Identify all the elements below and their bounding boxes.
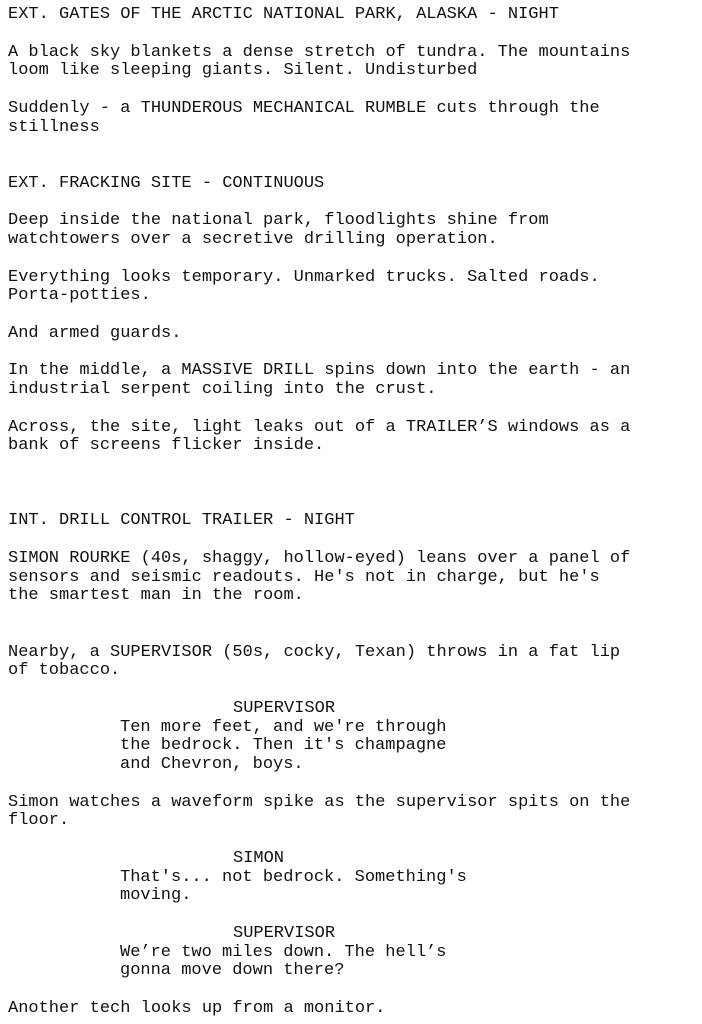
action-line: And armed guards. [8,323,182,343]
dialogue-line: the bedrock. Then it's champagne [120,736,447,756]
action-line: loom like sleeping giants. Silent. Undisturbed [8,61,478,81]
spacer [8,831,698,850]
action-line: floor. [8,811,70,831]
action-line: Deep inside the national park, floodlights shine from [8,211,549,231]
action-line: sensors and seismic readouts. He's not in charge, but he's [8,567,600,587]
spacer [8,775,698,794]
action-line: A black sky blankets a dense stretch of tundra. The mountains [8,42,631,62]
spacer [8,625,698,644]
action-line: watchtowers over a secretive drilling operation. [8,230,498,249]
action-line: Nearby, a SUPERVISOR (50s, cocky, Texan) throws in a fat lip [8,642,621,662]
scene-heading: EXT. FRACKING SITE - CONTINUOUS [8,173,325,193]
spacer [8,137,698,156]
action-line: Porta-potties. [8,286,151,306]
spacer [8,456,698,475]
spacer [8,606,698,625]
dialogue-line: and Chevron, boys. [120,755,304,774]
scene-heading: INT. DRILL CONTROL TRAILER - NIGHT [8,511,355,531]
spacer [8,306,698,325]
spacer [8,681,698,700]
action-line: Everything looks temporary. Unmarked trucks. Salted roads. [8,267,600,287]
spacer [8,25,698,44]
dialogue-line: gonna move down there? [120,961,345,981]
spacer [8,906,698,925]
action-line: industrial serpent coiling into the crust. [8,380,437,399]
action-line: Suddenly - a THUNDEROUS MECHANICAL RUMBLE cuts through the [8,98,600,118]
action-line: of tobacco. [8,661,121,681]
spacer [8,81,698,100]
dialogue-line: We’re two miles down. The hell’s [120,942,447,962]
character-name: SIMON [233,848,285,868]
action-line: Another tech looks up from a monitor. [8,998,386,1018]
action-line: bank of screens flicker inside. [8,436,325,456]
action-line: Across, the site, light leaks out of a TRAILER’S windows as a [8,417,631,437]
scene-heading: EXT. GATES OF THE ARCTIC NATIONAL PARK, ALASKA - NIGHT [8,5,559,24]
dialogue-line: moving. [120,886,192,906]
spacer [8,494,698,513]
dialogue-line: That's... not bedrock. Something's [120,867,467,887]
spacer [8,475,698,494]
dialogue-line: Ten more feet, and we're through [120,717,447,737]
action-line: stillness [8,117,100,137]
spacer [8,156,698,175]
spacer [8,531,698,550]
action-line: In the middle, a MASSIVE DRILL spins down into the earth - an [8,361,631,381]
screenplay-page [8,6,698,1019]
spacer [8,194,698,213]
spacer [8,250,698,269]
action-line: the smartest man in the room. [8,586,304,606]
spacer [8,400,698,419]
action-line: Simon watches a waveform spike as the supervisor spits on the [8,792,631,812]
action-line: SIMON ROURKE (40s, shaggy, hollow-eyed) leans over a panel of [8,548,631,568]
spacer [8,981,698,1000]
spacer [8,344,698,363]
character-name: SUPERVISOR [233,923,336,943]
character-name: SUPERVISOR [233,698,336,718]
